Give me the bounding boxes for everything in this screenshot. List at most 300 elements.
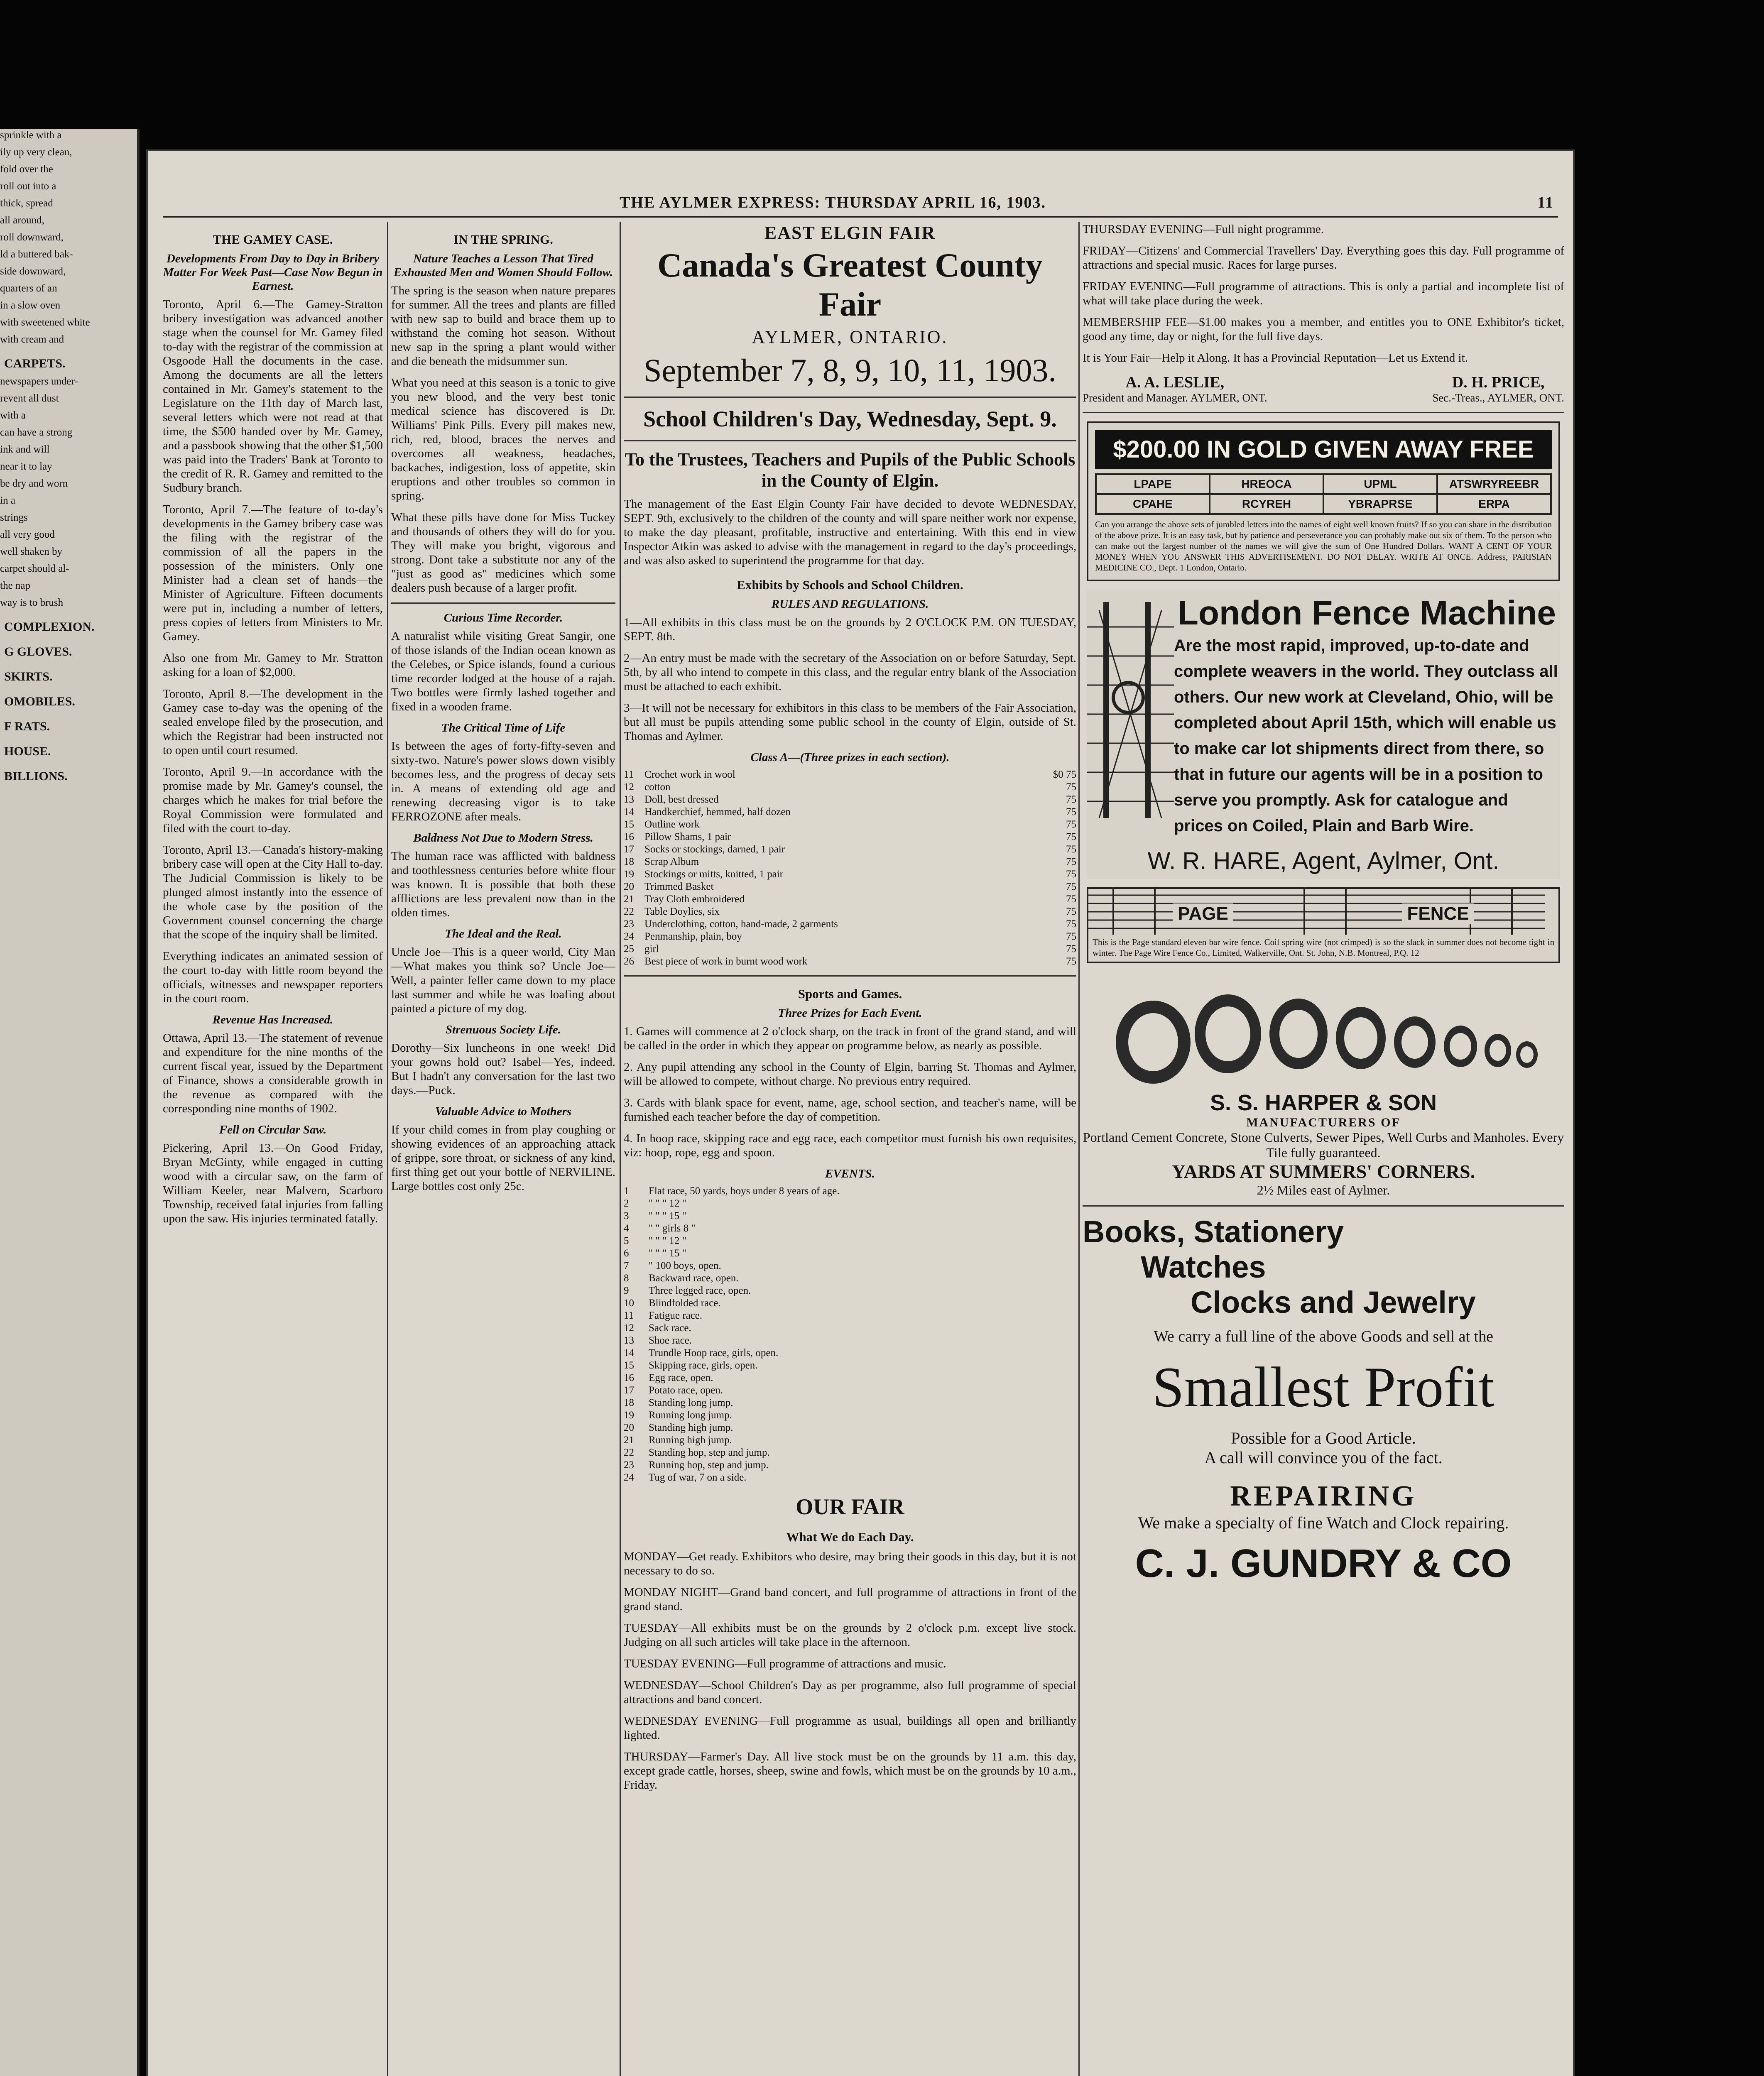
event-number: 20 [624, 1422, 634, 1433]
event-number: 16 [624, 1372, 634, 1383]
event-row [624, 1297, 1076, 1310]
prev-page-line: all very good [0, 529, 55, 540]
event-label: " " " 15 " [649, 1248, 686, 1259]
divider [1083, 1205, 1564, 1207]
prize-cell: 75 [1066, 806, 1076, 818]
prize-row [624, 843, 1076, 856]
event-number: 3 [624, 1210, 629, 1222]
harper-products: Portland Cement Concrete, Stone Culverts, Sewer Pipes, Well Curbs and Manholes. Every Tile fully guaranteed. [1083, 1130, 1564, 1160]
prize-cell: 17 [624, 844, 634, 855]
event-row [624, 1235, 1076, 1247]
sports-rule-item: 2. Any pupil attending any school in the County of Elgin, barring St. Thomas and Aylmer, will be allowed to compete, without charge. No previous entry required. [624, 1060, 1076, 1088]
event-row [624, 1422, 1076, 1434]
prize-cell: 19 [624, 869, 634, 880]
watches: Watches [1141, 1250, 1266, 1284]
event-row [624, 1210, 1076, 1222]
event-row [624, 1434, 1076, 1447]
event-number: 14 [624, 1347, 634, 1359]
events-list [624, 1185, 1076, 1484]
prev-page-line: revent all dust [0, 393, 59, 404]
prize-cell: Scrap Album [644, 856, 699, 867]
schedule-day: TUESDAY EVENING—Full programme of attractions and music. [624, 1657, 946, 1670]
event-label: Blindfolded race. [649, 1298, 721, 1309]
headline-society-life: Strenuous Society Life. [446, 1023, 561, 1036]
prize-cell: Outline work [644, 819, 700, 830]
prev-page-line: can have a strong [0, 427, 73, 438]
prize-cell: Penmanship, plain, boy [644, 931, 742, 942]
event-label: Backward race, open. [649, 1273, 739, 1284]
gundry-carry-line: We carry a full line of the above Goods and sell at the [1154, 1328, 1493, 1345]
prize-row [624, 881, 1076, 893]
page-fence-label-left: PAGE [1173, 903, 1233, 924]
event-label: Fatigue race. [649, 1310, 703, 1321]
event-label: " 100 boys, open. [649, 1260, 721, 1271]
prev-heading-skirts: SKIRTS. [4, 670, 53, 683]
prev-page-line: all around, [0, 215, 44, 226]
prev-page-line: strings [0, 512, 28, 523]
repairing-heading: REPAIRING [1230, 1480, 1417, 1512]
prize-row [624, 818, 1076, 831]
column-rule [620, 222, 621, 2076]
prize-cell: Stockings or mitts, knitted, 1 pair [644, 869, 784, 880]
gold-giveaway-text: Can you arrange the above sets of jumbled letters into the names of eight well known fruits? If so you can share in the distribution of the above prize. It is an easy task, but by patience and perseverance you can probably make out six of them. To the person who can make out the largest number of the names we will give the sum of One Hundred Dollars. WANT A CENT OF YOUR MONEY WHEN YOU ANSWER THIS ADVERTISEMENT. DO NOT DELAY. WRITE AT ONCE. Address, PARISIAN MEDICINE CO., Dept. 1 London, Ontario. [1095, 519, 1552, 573]
prev-page-line: well shaken by [0, 546, 62, 557]
prize-row [624, 806, 1076, 818]
fair-continued-paragraph: FRIDAY—Citizens' and Commercial Travellers' Day. Everything goes this day. Full programme of attractions and special music. Races for large purses. [1083, 244, 1564, 272]
prev-heading-carpets: CARPETS. [4, 357, 66, 370]
divider [1083, 412, 1564, 413]
event-number: 11 [624, 1310, 634, 1321]
sports-rule-item: 3. Cards with blank space for event, name, age, school section, and teacher's name, will be furnished each teacher before the day of competition. [624, 1096, 1076, 1124]
event-label: Standing long jump. [649, 1397, 733, 1408]
prize-cell: 24 [624, 931, 634, 942]
event-label: Three legged race, open. [649, 1285, 751, 1296]
prev-heading-billions: BILLIONS. [4, 769, 68, 783]
prize-row [624, 930, 1076, 943]
prize-cell: 75 [1066, 906, 1076, 917]
headline-time-recorder: Curious Time Recorder. [443, 611, 563, 624]
divider [624, 440, 1076, 441]
event-number: 12 [624, 1322, 634, 1334]
prize-cell: 75 [1066, 819, 1076, 830]
masthead-title: THE AYLMER EXPRESS: THURSDAY APRIL 16, 1903. [620, 194, 1046, 211]
fair-dates: September 7, 8, 9, 10, 11, 1903. [644, 352, 1056, 388]
event-row [624, 1372, 1076, 1384]
harper-yards: YARDS AT SUMMERS' CORNERS. [1171, 1161, 1475, 1182]
books-stationery: Books, Stationery [1083, 1214, 1344, 1249]
event-number: 13 [624, 1335, 634, 1346]
headline-circular-saw: Fell on Circular Saw. [219, 1123, 327, 1136]
jumbled-word: ERPA [1437, 494, 1551, 514]
school-day-heading: School Children's Day, Wednesday, Sept. 9. [643, 406, 1057, 431]
article-ideal-real: Uncle Joe—This is a queer world, City Man—What makes you think so? Uncle Joe—Well, a painter feller came down to my place last summer and while he was loafing about painted a picture of my dog. [391, 945, 615, 1015]
event-row [624, 1397, 1076, 1409]
prev-page-line: roll downward, [0, 232, 64, 243]
jumbled-word: YBRAPRSE [1323, 494, 1437, 514]
prize-cell: 75 [1066, 831, 1076, 842]
fair-continued-paragraph: THURSDAY EVENING—Full night programme. [1083, 223, 1324, 236]
what-we-do-heading: What We do Each Day. [786, 1530, 914, 1544]
event-number: 6 [624, 1248, 629, 1259]
headline-advice-mothers: Valuable Advice to Mothers [435, 1105, 572, 1118]
prize-cell: 75 [1066, 918, 1076, 930]
prev-page-line: quarters of an [0, 283, 57, 294]
article-paragraph: Everything indicates an animated session of the court to-day with little room beyond the officials, witnesses and newspaper reporters in the court room. [163, 950, 383, 1005]
event-number: 1 [624, 1185, 629, 1197]
headline-in-the-spring: IN THE SPRING. [453, 232, 553, 247]
prize-cell: 15 [624, 819, 634, 830]
column-rule [1078, 222, 1080, 2076]
prev-page-line: near it to lay [0, 461, 52, 472]
divider [624, 397, 1076, 398]
prev-heading-gloves: G GLOVES. [4, 645, 72, 659]
event-label: Tug of war, 7 on a side. [649, 1472, 747, 1483]
fence-machine-icon [1087, 594, 1174, 826]
prize-cell: 14 [624, 806, 634, 818]
event-row [624, 1222, 1076, 1235]
prev-page-line: way is to brush [0, 597, 64, 608]
previous-page-strip [0, 129, 140, 2076]
page-fence-ad [1087, 887, 1560, 963]
article-society-life: Dorothy—Six luncheons in one week! Did your gowns hold out? Isabel—Yes, indeed. But I hadn't any conversation for the last two days.—Puck. [391, 1041, 615, 1097]
concrete-pipes-illustration [1091, 972, 1556, 1088]
subhead-gamey-case: Developments From Day to Day in Bribery Matter For Week Past—Case Now Begun in Earnest. [163, 252, 383, 293]
gold-giveaway-ad [1087, 421, 1560, 581]
jumbled-word: HREOCA [1210, 474, 1323, 494]
event-label: Shoe race. [649, 1335, 692, 1346]
prize-cell: 75 [1066, 794, 1076, 805]
schedule-day: WEDNESDAY EVENING—Full programme as usual, buildings all open and brilliantly lighted. [624, 1714, 1076, 1742]
prize-row [624, 793, 1076, 806]
schedule-day: WEDNESDAY—School Children's Day as per programme, also full programme of special attractions and band concert. [624, 1679, 1076, 1706]
column-advertisements [1083, 222, 1564, 2076]
prize-cell: 16 [624, 831, 634, 842]
prize-cell: 18 [624, 856, 634, 867]
fair-town: AYLMER, ONTARIO. [752, 327, 948, 347]
headline-ideal-real: The Ideal and the Real. [445, 927, 562, 940]
prize-cell: 21 [624, 894, 634, 905]
prev-heading-complexion: COMPLEXION. [4, 620, 95, 634]
prev-page-line: with sweetened white [0, 317, 90, 328]
event-label: " " " 15 " [649, 1210, 686, 1222]
prev-page-line: carpet should al- [0, 563, 69, 574]
column-east-elgin-fair [624, 222, 1076, 2076]
fair-name: EAST ELGIN FAIR [764, 223, 936, 243]
call-convince: A call will convince you of the fact. [1204, 1448, 1443, 1467]
event-row [624, 1272, 1076, 1285]
sports-rules [624, 1024, 1076, 1160]
daily-schedule [624, 1550, 1076, 1792]
article-critical-time: Is between the ages of forty-fifty-seven and sixty-two. Nature's power slows down visibly becomes less, and the progress of decay sets in. A means of extending old age and renewing decreasing vigor is to take FERROZONE after meals. [391, 739, 615, 823]
prize-cell: cotton [644, 781, 671, 793]
event-number: 19 [624, 1410, 634, 1421]
prev-page-line: newspapers under- [0, 376, 78, 387]
fence-ad-title: London Fence Machine [1177, 594, 1556, 632]
event-row [624, 1447, 1076, 1459]
event-number: 23 [624, 1459, 634, 1471]
prize-cell: 75 [1066, 956, 1076, 967]
event-row [624, 1247, 1076, 1260]
event-row [624, 1347, 1076, 1359]
sports-subheading: Three Prizes for Each Event. [778, 1006, 922, 1020]
prize-row [624, 893, 1076, 906]
event-label: Trundle Hoop race, girls, open. [649, 1347, 779, 1359]
prev-heading-automobiles: OMOBILES. [4, 695, 75, 708]
prev-page-line: in a [0, 495, 15, 506]
article-revenue: Ottawa, April 13.—The statement of revenue and expenditure for the nine months of the current fiscal year, issued by the Department of Finance, shows a considerable growth in the revenue as compared with the corresponding nine months of 1902. [163, 1031, 383, 1115]
event-label: " " " 12 " [649, 1235, 686, 1246]
possible-good-article: Possible for a Good Article. [1231, 1429, 1416, 1447]
fair-continued-paragraph: FRIDAY EVENING—Full programme of attractions. This is only a partial and incomplete list of what will take place during the week. [1083, 280, 1564, 307]
article-paragraph: Toronto, April 9.—In accordance with the promise made by Mr. Gamey's counsel, the charges which he makes for trial before the Royal Commission were formulated and filed with the court to-day. [163, 765, 383, 835]
prev-page-text-block [0, 129, 137, 346]
event-row [624, 1285, 1076, 1297]
prev-heading-rats: F RATS. [4, 720, 50, 733]
event-number: 9 [624, 1285, 629, 1296]
schedule-day: MONDAY NIGHT—Grand band concert, and full programme of attractions in front of the grand stand. [624, 1586, 1076, 1613]
fair-title: Canada's Greatest County Fair [657, 246, 1043, 323]
jumbled-word: CPAHE [1096, 494, 1210, 514]
event-label: Standing high jump. [649, 1422, 733, 1433]
exhibits-heading: Exhibits by Schools and School Children. [737, 578, 963, 592]
article-circular-saw: Pickering, April 13.—On Good Friday, Bryan McGinty, while engaged in cutting wood with a circular saw, on the farm of William Keeler, near Malvern, Scarboro Township, received fatal injuries from falling upon the saw. His injuries terminated fatally. [163, 1141, 383, 1225]
prev-page-line: with a [0, 410, 26, 421]
prev-page-line: ld a buttered bak- [0, 249, 73, 260]
article-paragraph: Toronto, April 7.—The feature of to-day's developments in the Gamey bribery case was the filing with the registrar of the commission of all the papers in the possession of the ministers. Only one Minister had a clean set of hands—the Minister of Agriculture. Fifteen documents were put in, including a number of letters, press copies of letters from Ministers to Mr. Gamey. [163, 503, 383, 643]
trustees-heading: To the Trustees, Teachers and Pupils of the Public Schools in the County of Elgin. [625, 449, 1076, 491]
article-paragraph: Also one from Mr. Gamey to Mr. Stratton asking for a loan of $2,000. [163, 651, 383, 679]
class-a-heading: Class A—(Three prizes in each section). [750, 751, 950, 764]
prize-row [624, 943, 1076, 955]
divider [624, 975, 1076, 977]
prev-page-line: fold over the [0, 164, 53, 175]
prize-list [624, 769, 1076, 968]
rule-item: 1—All exhibits in this class must be on the grounds by 2 O'CLOCK P.M. ON TUESDAY, SEPT. 8th. [624, 616, 1076, 643]
prize-cell: 75 [1066, 894, 1076, 905]
gundry-ad [1083, 1214, 1564, 1586]
event-label: Standing hop, step and jump. [649, 1447, 770, 1458]
sports-rule-item: 4. In hoop race, skipping race and egg race, each competitor must furnish his own requisites, viz: hoop, rope, egg and spoon. [624, 1132, 1076, 1159]
prize-cell: 75 [1066, 781, 1076, 793]
prev-page-line: be dry and worn [0, 478, 68, 489]
prize-cell: girl [644, 943, 659, 955]
prev-page-line: ily up very clean, [0, 147, 72, 158]
event-row [624, 1459, 1076, 1471]
event-number: 24 [624, 1472, 634, 1483]
prize-row [624, 831, 1076, 843]
headline-revenue: Revenue Has Increased. [212, 1013, 333, 1026]
event-label: Running high jump. [649, 1435, 732, 1446]
prize-cell: 26 [624, 956, 634, 967]
event-label: Running long jump. [649, 1410, 732, 1421]
prev-page-line: side downward, [0, 266, 66, 277]
prize-row [624, 781, 1076, 793]
event-label: " " girls 8 " [649, 1223, 696, 1234]
prize-cell: 23 [624, 918, 634, 930]
newspaper-page [146, 149, 1575, 2076]
prize-cell: Underclothing, cotton, hand-made, 2 garments [644, 918, 838, 930]
schedule-day: TUESDAY—All exhibits must be on the grounds by 2 o'clock p.m. except live stock. Judging on all such articles will take place in the afternoon. [624, 1621, 1076, 1649]
article-advice-mothers: If your child comes in from play coughing or showing evidences of an approaching attack of grippe, sore throat, or sickness of any kind, first thing get out your bottle of NERVILINE. Large bottles cost only 25c. [391, 1123, 615, 1193]
event-row [624, 1384, 1076, 1397]
schedule-day: MONDAY—Get ready. Exhibitors who desire, may bring their goods in this day, but it is not necessary to do so. [624, 1550, 1076, 1577]
event-number: 7 [624, 1260, 629, 1271]
schedule-day: THURSDAY—Farmer's Day. All live stock must be on the grounds by 11 a.m. this day, except grade cattle, horses, sheep, swine and fowls, which must be on the grounds by 10 a.m., Friday. [624, 1750, 1076, 1792]
sports-heading: Sports and Games. [798, 987, 902, 1001]
event-label: Skipping race, girls, open. [649, 1360, 758, 1371]
event-row [624, 1185, 1076, 1197]
sports-rule-item: 1. Games will commence at 2 o'clock sharp, on the track in front of the grand stand, and will be called in the order in which they appear on programme below, as nearly as possible. [624, 1025, 1076, 1052]
event-label: Running hop, step and jump. [649, 1459, 769, 1471]
jumbled-letters-grid [1095, 473, 1552, 515]
harper-name: S. S. HARPER & SON [1210, 1090, 1437, 1115]
prize-cell: $0 75 [1053, 769, 1076, 780]
prize-cell: Best piece of work in burnt wood work [644, 956, 808, 967]
prize-cell: 11 [624, 769, 634, 780]
prize-cell: 22 [624, 906, 634, 917]
prev-page-line: thick, spread [0, 198, 53, 209]
prize-cell: Tray Cloth embroidered [644, 894, 745, 905]
prev-heading-house: HOUSE. [4, 744, 51, 758]
event-row [624, 1310, 1076, 1322]
harper-manufacturers: MANUFACTURERS OF [1246, 1116, 1401, 1129]
prev-page-line: with cream and [0, 334, 64, 345]
headline-gamey-case: THE GAMEY CASE. [213, 232, 333, 247]
headline-critical-time: The Critical Time of Life [441, 721, 566, 734]
repair-specialty: We make a specialty of fine Watch and Clock repairing. [1138, 1513, 1509, 1532]
event-row [624, 1197, 1076, 1210]
prize-row [624, 868, 1076, 881]
event-row [624, 1409, 1076, 1422]
jumbled-word: ATSWRYREEBR [1437, 474, 1551, 494]
rule-item: 2—An entry must be made with the secretary of the Association on or before Saturday, Sept. 5th, by all who intend to compete in this class, and the regular entry blank of the Association must be attached to each exhibit. [624, 651, 1076, 693]
event-label: Flat race, 50 yards, boys under 8 years of age. [649, 1185, 840, 1197]
event-row [624, 1334, 1076, 1347]
prev-page-line: sprinkle with a [0, 130, 62, 141]
prize-cell: Trimmed Basket [644, 881, 714, 892]
article-paragraph: What these pills have done for Miss Tuckey and thousands of others they will do for you. They will make you bright, vigorous and strong. Dont take a substitute nor any of the "just as good as" medicines which some dealers push because of a larger profit. [391, 511, 615, 595]
headline-baldness: Baldness Not Due to Modern Stress. [413, 831, 593, 845]
event-number: 10 [624, 1298, 634, 1309]
fair-continued-paragraph: MEMBERSHIP FEE—$1.00 makes you a member, and entitles you to ONE Exhibitor's ticket, good any time, day or night, for the full five days. [1083, 316, 1564, 343]
event-number: 22 [624, 1447, 634, 1458]
signature-price: D. H. PRICE, Sec.-Treas., AYLMER, ONT. [1432, 374, 1564, 404]
article-paragraph: What you need at this season is a tonic to give you new blood, and the very best tonic medical science has discovered is Dr. Williams' Pink Pills. Every pill makes new, rich, red, blood, braces the nerves and overcomes all weakness, headaches, backaches, indigestion, loss of appetite, skin eruptions and other troubles so common in spring. [391, 376, 615, 502]
prize-cell: 25 [624, 943, 634, 955]
prize-cell: Table Doylies, six [644, 906, 720, 917]
event-number: 5 [624, 1235, 629, 1246]
rule-item: 3—It will not be necessary for exhibitors in this class to be members of the Fair Association, but all must be pupils attending some public school in the county of Elgin, outside of St. Thomas and Aylmer. [624, 701, 1076, 743]
event-number: 4 [624, 1223, 629, 1234]
harper-ad [1083, 972, 1564, 1198]
smallest-profit: Smallest Profit [1152, 1355, 1495, 1419]
jumbled-word: RCYREH [1210, 494, 1323, 514]
prize-cell: Crochet work in wool [644, 769, 735, 780]
article-baldness: The human race was afflicted with baldness and toothlessness centuries before white flour was known. It is possible that both these afflictions are less prevalent now than in the olden times. [391, 849, 615, 919]
fair-heading [624, 222, 1076, 491]
prize-cell: Pillow Shams, 1 pair [644, 831, 731, 842]
signature-leslie: A. A. LESLIE, President and Manager. AYLMER, ONT. [1083, 374, 1267, 404]
event-number: 21 [624, 1435, 634, 1446]
event-row [624, 1260, 1076, 1272]
prev-page-line: roll out into a [0, 181, 56, 192]
prize-cell: Doll, best dressed [644, 794, 719, 805]
column-gamey-case [163, 222, 383, 2076]
page-header [163, 191, 1558, 218]
prize-cell: 75 [1066, 869, 1076, 880]
gold-giveaway-title: $200.00 IN GOLD GIVEN AWAY FREE [1095, 430, 1552, 469]
harper-location: 2½ Miles east of Aylmer. [1257, 1182, 1390, 1197]
prev-page-line: in a slow oven [0, 300, 61, 311]
prize-row [624, 918, 1076, 930]
event-number: 15 [624, 1360, 634, 1371]
subhead-in-the-spring: Nature Teaches a Lesson That Tired Exhausted Men and Women Should Follow. [393, 252, 613, 279]
article-time-recorder: A naturalist while visiting Great Sangir, one of those islands of the Indian ocean known as the Celebes, or Spice islands, found a curious time recorder lodged at the house of a rajah. Two bottles were firmly lashed together and fixed in a wooden frame. [391, 629, 615, 713]
gundry-name: C. J. GUNDRY & CO [1135, 1541, 1512, 1586]
article-paragraph: Toronto, April 6.—The Gamey-Stratton bribery investigation was advanced another stage when the counsel for Mr. Gamey filed to-day with the registrar of the commission at Osgoode Hall the documents in the case. Among the documents are all the letters contained in Mr. Gamey's statement to the Legislature on the 11th day of March last, several letters which were not read at that time, the $500 handed over by Mr. Gamey, and a passbook showing that the other $1,500 was paid into the Traders' Bank at Toronto to the credit of R. R. Gamey and remitted to the Sudbury branch. [163, 298, 383, 495]
event-label: Potato race, open. [649, 1385, 723, 1396]
prize-cell: 75 [1066, 943, 1076, 955]
fair-signatures [1083, 373, 1564, 404]
article-paragraph: Toronto, April 8.—The development in the Gamey case to-day was the opening of the sealed envelope filed by the prosecution, and which the Registrar had been instructed not to open until court resumed. [163, 687, 383, 757]
event-number: 17 [624, 1385, 634, 1396]
prize-row [624, 906, 1076, 918]
event-row [624, 1322, 1076, 1334]
event-label: " " " 12 " [649, 1198, 686, 1209]
prev-page-line: ink and will [0, 444, 50, 455]
prize-row [624, 955, 1076, 968]
article-body [391, 284, 615, 595]
page-number: 11 [1537, 194, 1554, 211]
event-row [624, 1471, 1076, 1484]
prev-page-line: the nap [0, 580, 30, 591]
rules-list [624, 615, 1076, 743]
prize-row [624, 856, 1076, 868]
rules-heading: RULES AND REGULATIONS. [771, 597, 929, 611]
event-label: Egg race, open. [649, 1372, 713, 1383]
prize-cell: 75 [1066, 844, 1076, 855]
clocks-jewelry: Clocks and Jewelry [1191, 1285, 1476, 1320]
column-in-the-spring [391, 222, 615, 2076]
page-fence-text: This is the Page standard eleven bar wire fence. Coil spring wire (not crimped) is so the slack in summer does not become tight in winter. The Page Wire Fence Co., Limited, Walkerville, Ont. St. John, N.B. Montreal, P.Q. 12 [1093, 937, 1554, 958]
london-fence-ad [1087, 590, 1560, 879]
fair-continued [1083, 222, 1564, 365]
jumbled-word: LPAPE [1096, 474, 1210, 494]
divider [391, 602, 615, 604]
events-heading: EVENTS. [825, 1167, 875, 1180]
event-label: Sack race. [649, 1322, 691, 1334]
fence-agent: W. R. HARE, Agent, Aylmer, Ont. [1147, 847, 1499, 874]
event-number: 18 [624, 1397, 634, 1408]
fair-intro: The management of the East Elgin County Fair have decided to devote WEDNESDAY, SEPT. 9th, exclusively to the children of the county and will spare neither work nor expense, to make the day pleasant, profitable, instructive and entertaining. With this end in view Inspector Atkin was asked to advise with the management in regard to the day's proceedings, and was also asked to superintend the programme for that day. [624, 497, 1076, 567]
prize-cell: 75 [1066, 931, 1076, 942]
prev-page-text-block [0, 375, 137, 609]
prize-cell: Handkerchief, hemmed, half dozen [644, 806, 791, 818]
prize-cell: 12 [624, 781, 634, 793]
prize-cell: 13 [624, 794, 634, 805]
article-paragraph: Toronto, April 13.—Canada's history-making bribery case will open at the City Hall to-day. The Judicial Commission is likely to be plunged almost instantly into the essence of the whole case by the position of the Government counsel concerning the charge that the scope of the inquiry shall be limited. [163, 843, 383, 941]
event-number: 2 [624, 1198, 629, 1209]
prize-row [624, 769, 1076, 781]
article-paragraph: The spring is the season when nature prepares for summer. All the trees and plants are filled with new sap to build and brace them up to withstand the coming hot season. Without new sap in the spring a plant would wither and die beneath the midsummer sun. [391, 284, 615, 368]
article-body [163, 297, 383, 1006]
our-fair-heading: OUR FAIR [796, 1494, 904, 1519]
prize-cell: Socks or stockings, darned, 1 pair [644, 844, 785, 855]
event-row [624, 1359, 1076, 1372]
prize-cell: 75 [1066, 856, 1076, 867]
fence-ad-body: Are the most rapid, improved, up-to-date and complete weavers in the world. They outclass all others. Our new work at Cleveland, Ohio, will be completed about April 15th, which will enable us to make car lot shipments direct from there, so that in future our agents will be in a position to serve you promptly. Ask for catalogue and prices on Coiled, Plain and Barb Wire. [1174, 637, 1558, 835]
prize-cell: 75 [1066, 881, 1076, 892]
